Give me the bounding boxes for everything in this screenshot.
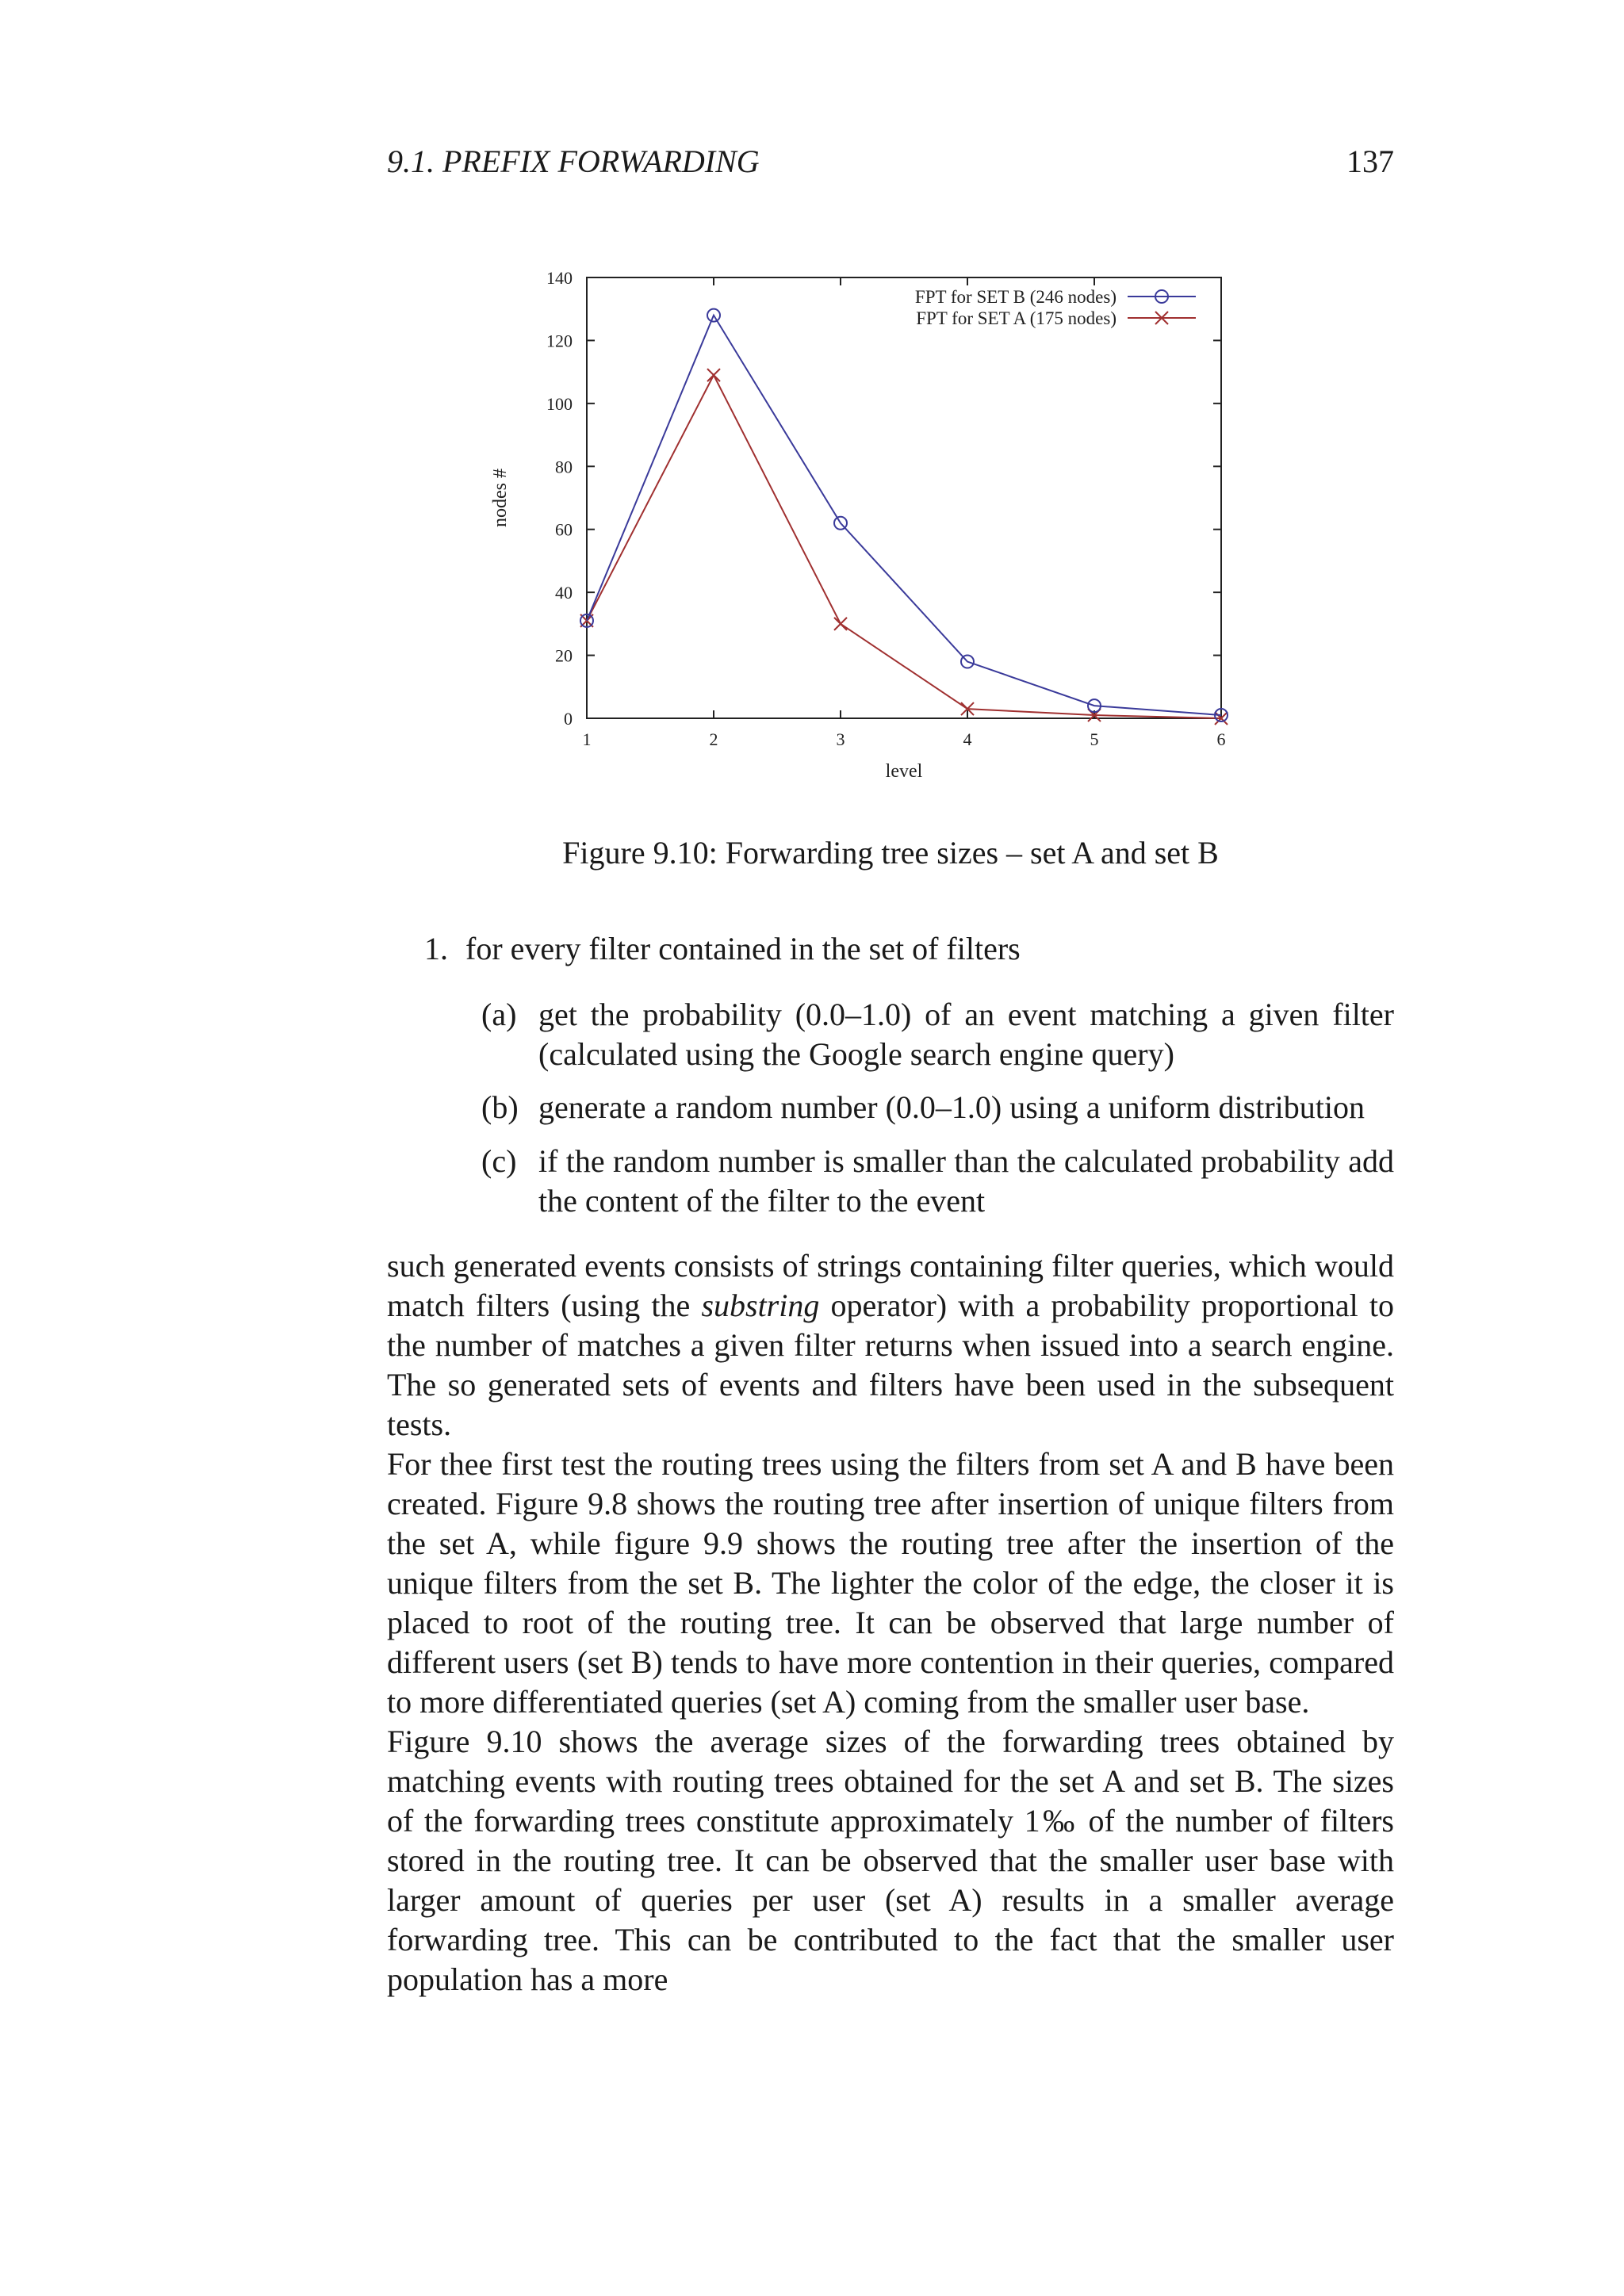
section-title: 9.1. PREFIX FORWARDING — [387, 144, 760, 179]
x-tick-label: 6 — [1216, 729, 1226, 749]
y-tick-label: 100 — [546, 393, 573, 414]
list-item — [424, 929, 1394, 969]
sub-item-label: (c) — [481, 1143, 517, 1179]
sub-list-item-b — [481, 1088, 1394, 1127]
paragraph-text: such generated events consists of strings containing filter queries, which would match filters (using the — [387, 1248, 1394, 1323]
legend-label: FPT for SET A (175 nodes) — [916, 308, 1116, 328]
sub-item-label: (a) — [481, 997, 517, 1032]
paragraph-text: operator) with a probability proportional to the number of matches a given filter returns when issued into a search engine. The so generated sets of events and filters have been used in the subsequent tests. — [387, 1288, 1394, 1442]
sub-item-line: generate a random number (0.0–1.0) using a uniform distribution — [538, 1089, 1365, 1125]
y-tick-label: 40 — [555, 583, 573, 603]
y-tick-label: 20 — [555, 645, 573, 666]
x-tick-label: 4 — [963, 729, 972, 749]
paragraph: Figure 9.10 shows the average sizes of the forwarding trees obtained by matching events with routing trees obtained for the set A and set B. The sizes of the forwarding trees constitute approximately 1‰ of the number of filters stored in the routing tree. It can be observed that the smaller user base with larger amount of queries per user (set A) results in a smaller average forwarding tree. This can be contributed to the fact that the smaller user population has a more — [387, 1724, 1394, 1997]
list-item-text: for every filter contained in the set of filters — [465, 931, 1021, 966]
sub-list-item-a — [481, 995, 1394, 1074]
x-tick-label: 1 — [582, 729, 592, 749]
sub-item-line: get the probability (0.0–1.0) of an event matching a given filter — [538, 997, 1394, 1032]
x-tick-label: 2 — [709, 729, 718, 749]
sub-item-line: the content of the filter to the event — [538, 1183, 986, 1219]
y-tick-label: 140 — [546, 268, 573, 288]
sub-list-item-c — [481, 1142, 1394, 1221]
sub-item-label: (b) — [481, 1089, 519, 1125]
paragraph: For thee first test the routing trees using the filters from set A and B have been created. Figure 9.8 shows the routing tree after insertion of unique filters from the set A, while figure 9.9 shows the routing tree after the insertion of the unique filters from the set B. The lighter the color of the edge, the closer it is placed to root of the routing tree. It can be observed that large number of different users (set B) tends to have more contention in their queries, compared to more differentiated queries (set A) coming from the smaller user base. — [387, 1446, 1394, 1720]
figure-caption: Figure 9.10: Forwarding tree sizes – set A and set B — [562, 835, 1219, 871]
y-tick-label: 60 — [555, 519, 573, 540]
y-tick-label: 80 — [555, 457, 573, 477]
x-axis-label: level — [885, 761, 923, 782]
y-tick-label: 120 — [546, 331, 573, 351]
page-number: 137 — [1346, 144, 1394, 179]
x-tick-label: 3 — [836, 729, 845, 749]
sub-item-line: if the random number is smaller than the calculated probability add — [538, 1143, 1394, 1179]
paragraph — [387, 1246, 1394, 1445]
sub-item-line: (calculated using the Google search engine query) — [538, 1036, 1174, 1072]
line-chart — [476, 262, 1269, 801]
emphasis-text: substring — [701, 1288, 820, 1323]
x-tick-label: 5 — [1090, 729, 1099, 749]
running-header — [387, 143, 1394, 190]
plot-area — [587, 277, 1221, 718]
y-tick-label: 0 — [564, 709, 573, 729]
y-axis-label: nodes # — [490, 469, 511, 527]
list-item-label: 1. — [424, 931, 448, 966]
body-text — [387, 1246, 1394, 1999]
legend-label: FPT for SET B (246 nodes) — [914, 287, 1116, 307]
